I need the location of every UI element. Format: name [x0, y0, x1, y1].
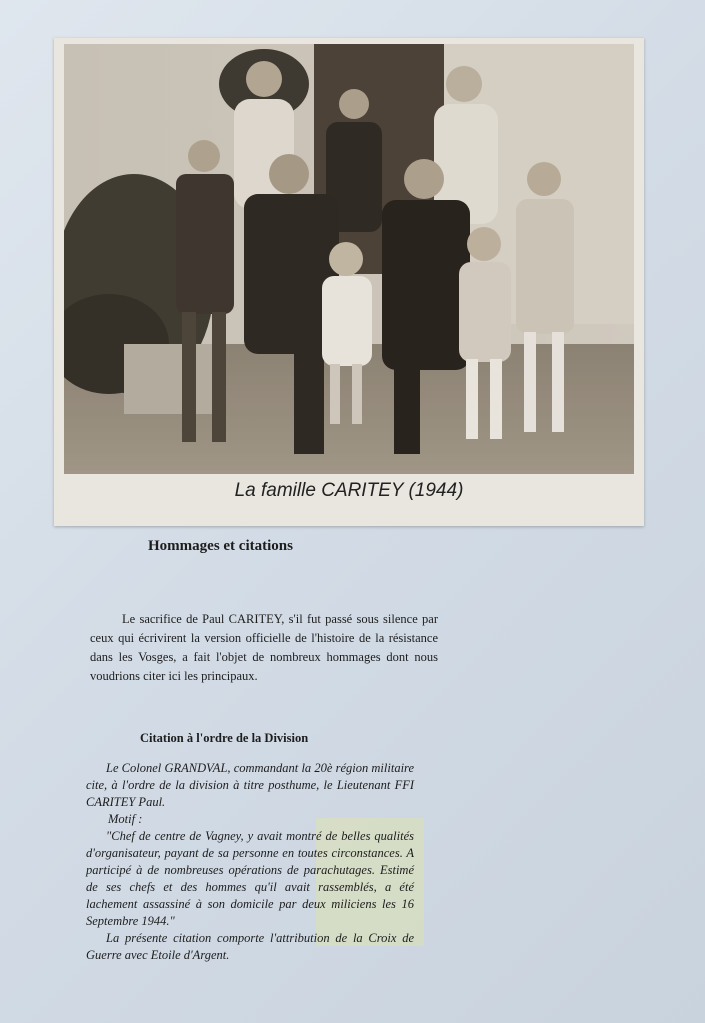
- citation-block: [86, 760, 414, 964]
- intro-text: Le sacrifice de Paul CARITEY, s'il fut passé sous silence par ceux qui écrivirent la version officielle de l'histoire de la résistance dans les Vosges, a fait l'objet de nombreux hommages dont nous voudrions citer ici les principaux.: [90, 612, 438, 683]
- photo-frame: [54, 38, 644, 526]
- citation-paragraph: Le Colonel GRANDVAL, commandant la 20è région militaire cite, à l'ordre de la division à titre posthume, le Lieutenant FFI CARITEY Paul.: [86, 761, 414, 809]
- citation-closing: La présente citation comporte l'attribution de la Croix de Guerre avec Etoile d'Argent.: [86, 931, 414, 962]
- section-title: Hommages et citations: [148, 538, 293, 554]
- photo-caption: La famille CARITEY (1944): [234, 480, 464, 501]
- family-photo: [64, 44, 634, 474]
- citation-title: Citation à l'ordre de la Division: [140, 731, 309, 745]
- citation-motif-label: Motif :: [108, 812, 143, 826]
- family-photo-illustration: [64, 44, 634, 474]
- citation-quote: "Chef de centre de Vagney, y avait montré de belles qualités d'organisateur, payant de sa personne en toutes circonstances. A participé à de nombreuses opérations de parachutages. Estimé de ses chefs et des hommes qu'il avait rassemblés, a été lachement assassiné à son domicile par deux miliciens les 16 Septembre 1944.": [86, 829, 414, 928]
- intro-paragraph: [90, 610, 438, 686]
